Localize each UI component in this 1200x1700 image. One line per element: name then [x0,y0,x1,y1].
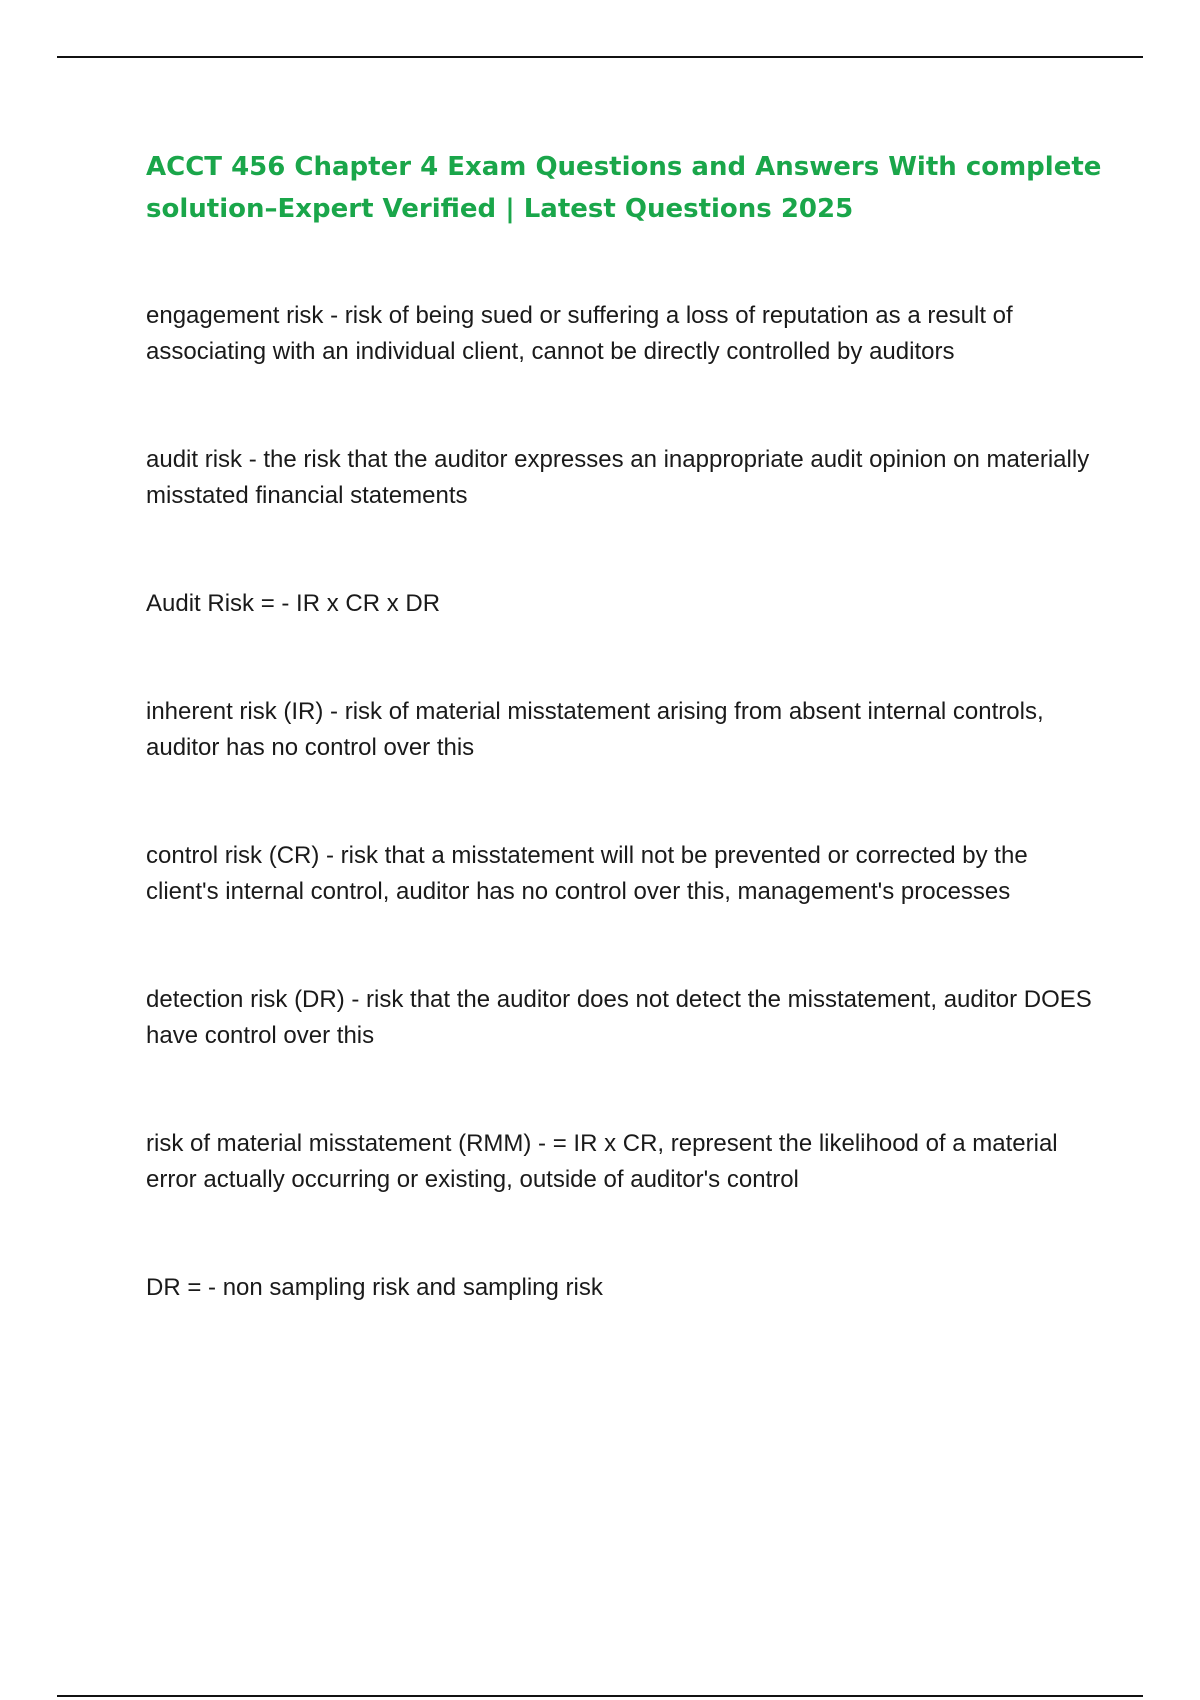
qa-term: DR = [146,1274,202,1301]
qa-definition: the risk that the auditor expresses an inappropriate audit opinion on materially misstated financial statements [146,446,1090,509]
qa-entry-engagement-risk [146,298,1106,370]
qa-separator: - [201,1274,223,1301]
qa-separator: - [274,590,297,617]
qa-separator: - [323,302,345,329]
qa-separator: - [242,446,264,473]
qa-definition: risk that the auditor does not detect the misstatement, auditor DOES have control over this [146,986,1092,1049]
qa-entry-detection-risk [146,982,1106,1054]
qa-entry-audit-risk-formula [146,586,1106,622]
qa-definition: risk of being sued or suffering a loss of reputation as a result of associating with an individual client, cannot be directly controlled by auditors [146,302,1013,365]
qa-separator: - [344,986,367,1013]
qa-definition: = IR x CR, represent the likelihood of a material error actually occurring or existing, outside of auditor's control [146,1130,1058,1193]
qa-term: control risk (CR) [146,842,320,869]
qa-entry-rmm [146,1126,1106,1198]
qa-separator: - [319,842,341,869]
qa-term: Audit Risk = [146,590,275,617]
qa-entry-inherent-risk [146,694,1106,766]
qa-entry-dr-formula [146,1270,1106,1306]
qa-list [146,298,1106,1378]
qa-term: detection risk (DR) [146,986,345,1013]
qa-term: audit risk [146,446,243,473]
qa-definition: non sampling risk and sampling risk [222,1274,603,1301]
qa-definition: risk of material misstatement arising from absent internal controls, auditor has no control over this [146,698,1044,761]
bottom-divider [57,1695,1143,1697]
top-divider [57,56,1143,58]
page-title: ACCT 456 Chapter 4 Exam Questions and Answers With complete solution–Expert Verified | Latest Questions 2025 [146,152,1102,224]
qa-entry-audit-risk [146,442,1106,514]
qa-entry-control-risk [146,838,1106,910]
qa-definition: IR x CR x DR [296,590,441,617]
qa-definition: risk that a misstatement will not be prevented or corrected by the client's internal control, auditor has no control over this, management's processes [146,842,1028,905]
qa-separator: - [531,1130,553,1157]
qa-term: risk of material misstatement (RMM) [146,1130,532,1157]
qa-term: engagement risk [146,302,324,329]
qa-separator: - [323,698,345,725]
qa-term: inherent risk (IR) [146,698,324,725]
